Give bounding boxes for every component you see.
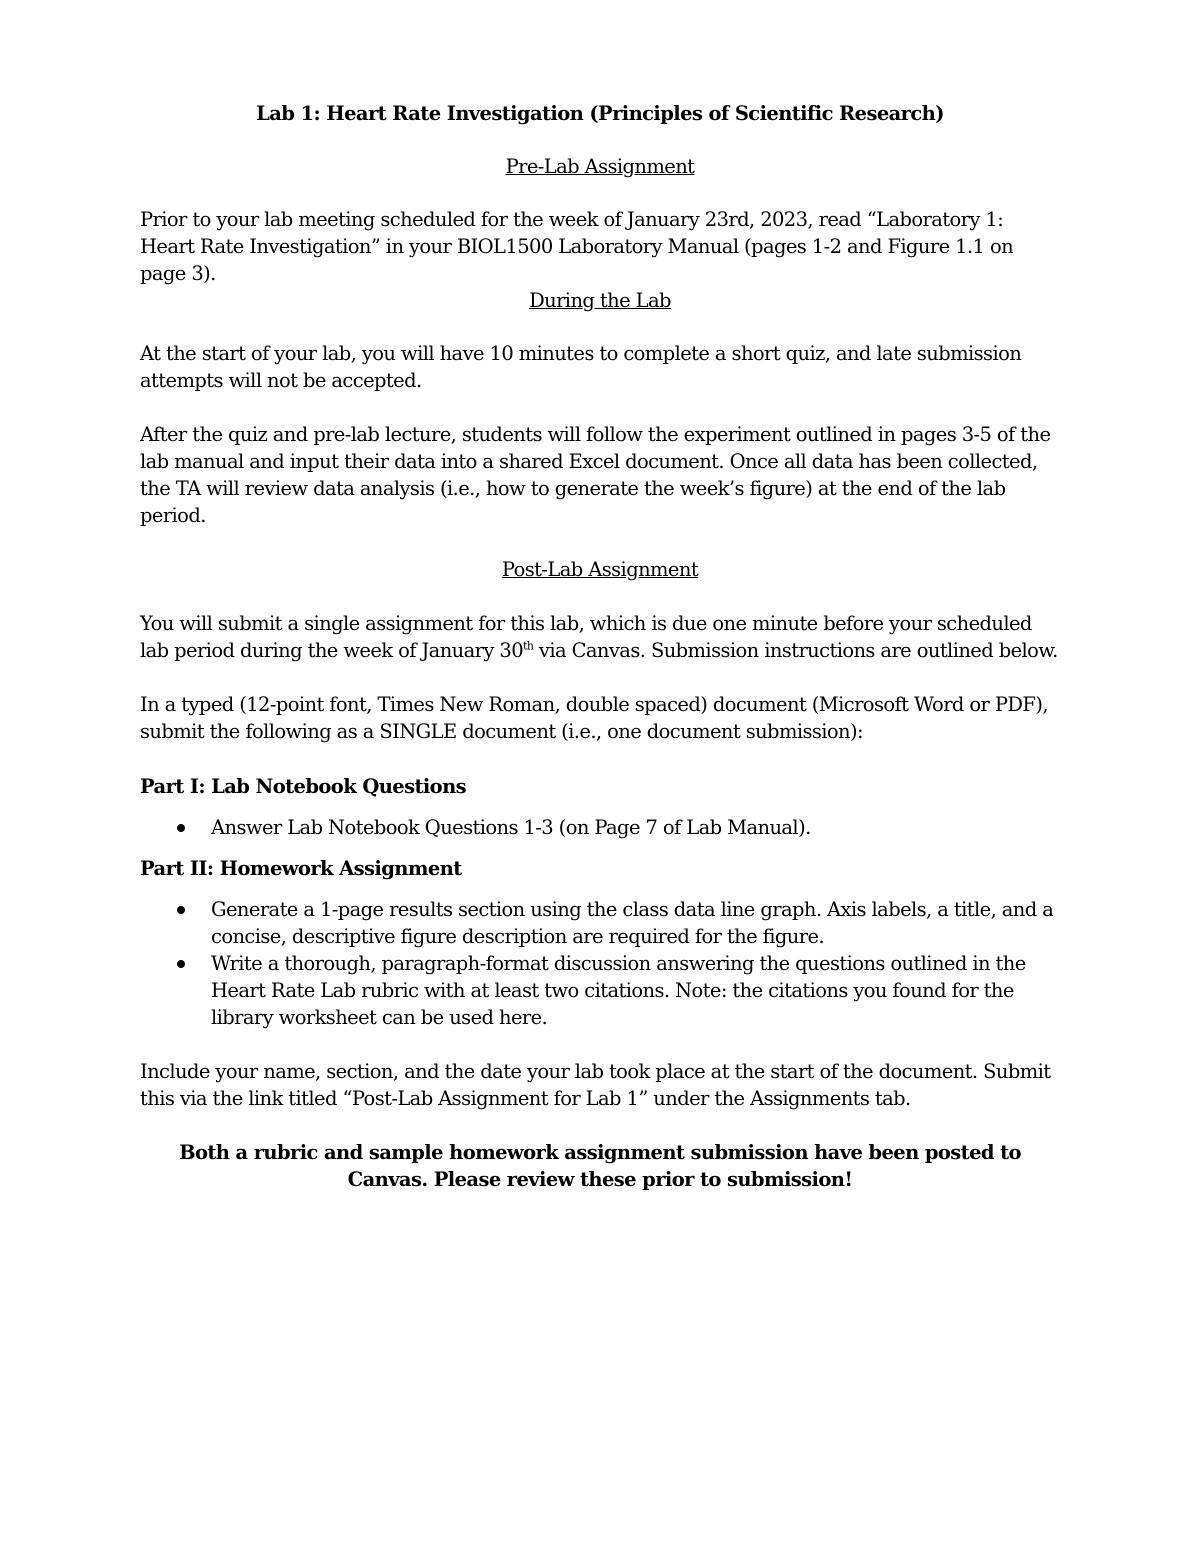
include-paragraph: Include your name, section, and the date your lab took place at the start of the document. Submit this via the link titled “Post-Lab Assignment for Lab 1” under the Assignments tab.: [140, 1060, 1051, 1110]
part-2-heading: Part II: Homework Assignment: [140, 857, 462, 880]
postlab-paragraph-1: [140, 610, 1060, 664]
postlab-p1-start: You will submit a single assignment for this lab, which is due one minute before your scheduled lab period during the week of January 30: [140, 612, 1032, 662]
during-lab-paragraph-1: At the start of your lab, you will have 10 minutes to complete a short quiz, and late submission attempts will not be accepted.: [140, 342, 1022, 392]
postlab-paragraph-2: In a typed (12-point font, Times New Roman, double spaced) document (Microsoft Word or PDF), submit the following as a SINGLE document (i.e., one document submission):: [140, 693, 1048, 743]
document-page: [140, 100, 1060, 1193]
document-title: Lab 1: Heart Rate Investigation (Principles of Scientific Research): [256, 102, 944, 125]
list-item: Write a thorough, paragraph-format discussion answering the questions outlined in the Heart Rate Lab rubric with at least two citations. Note: the citations you found for the library worksheet can be used here.: [211, 950, 1060, 1031]
part-1-list: [140, 814, 1060, 841]
closing-note: Both a rubric and sample homework assignment submission have been posted to Canvas. Please review these prior to submission!: [179, 1141, 1021, 1191]
list-item: Answer Lab Notebook Questions 1-3 (on Page 7 of Lab Manual).: [211, 814, 1060, 841]
during-lab-paragraph-2: After the quiz and pre-lab lecture, students will follow the experiment outlined in pages 3-5 of the lab manual and input their data into a shared Excel document. Once all data has been collected, the TA will review data analysis (i.e., how to generate the week’s figure) at the end of the lab period.: [140, 423, 1051, 527]
prelab-paragraph: Prior to your lab meeting scheduled for the week of January 23rd, 2023, read “Laboratory 1: Heart Rate Investigation” in your BIOL1500 Laboratory Manual (pages 1-2 and Figure 1.1 on page 3).: [140, 208, 1014, 285]
postlab-heading: Post-Lab Assignment: [501, 558, 699, 581]
superscript-th: th: [523, 639, 534, 653]
during-lab-heading: During the Lab: [529, 289, 671, 312]
part-2-list: [140, 896, 1060, 1031]
part-1-heading: Part I: Lab Notebook Questions: [140, 775, 467, 798]
prelab-heading: Pre-Lab Assignment: [505, 155, 695, 178]
postlab-p1-end: via Canvas. Submission instructions are outlined below.: [533, 639, 1058, 662]
list-item: Generate a 1-page results section using the class data line graph. Axis labels, a title, and a concise, descriptive figure description are required for the figure.: [211, 896, 1060, 950]
